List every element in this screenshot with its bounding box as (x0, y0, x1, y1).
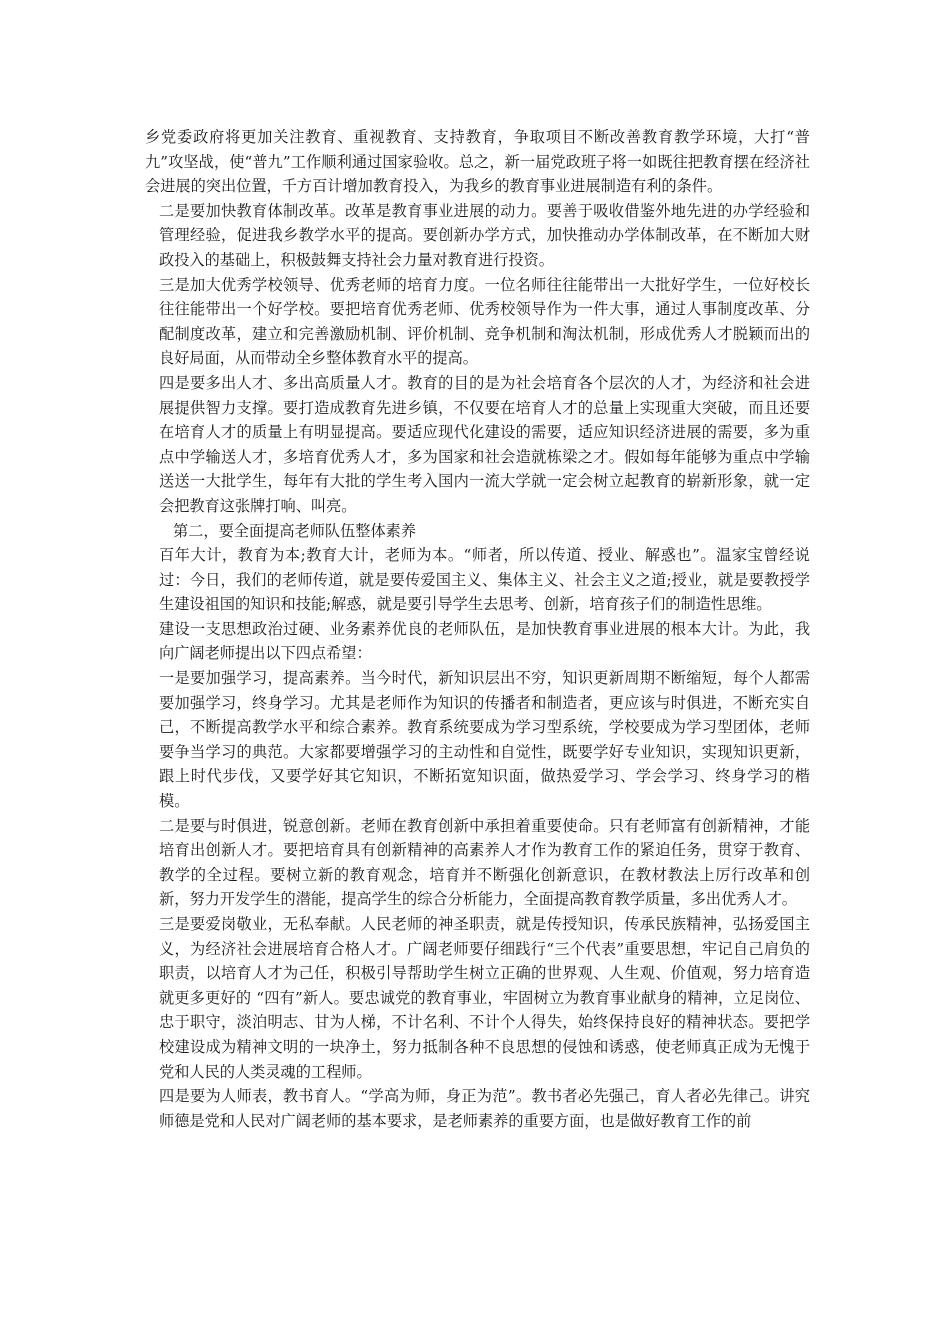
paragraph-intro-continuation: 乡党委政府将更加关注教育、重视教育、支持教育，争取项目不断改善教育教学环境，大打“普九”攻坚战，使“普九”工作顺利通过国家验收。总之，新一届党政班子将一如既往把教育摆在经济社会进展的突出位置，千方百计增加教育投入，为我乡的教育事业进展制造有利的条件。 (145, 128, 810, 196)
paragraph-hope-role-model: 四是要为人师表，教书育人。“学高为师，身正为范”。教书者必先强己，育人者必先律己。讲究师德是党和人民对广阔老师的基本要求，是老师素养的重要方面，也是做好教育工作的前 (159, 1087, 810, 1130)
section-heading: 第二，要全面提高老师队伍整体素养 (173, 521, 416, 540)
paragraph-hope-dedication: 三是要爱岗敬业，无私奉献。人民老师的神圣职责，就是传授知识，传承民族精神，弘扬爱国主义，为经济社会进展培育合格人才。广阔老师要仔细践行“三个代表”重要思想，牢记自己肩负的职责，以培育人才为己任，积极引导帮助学生树立正确的世界观、人生观、价值观，努力培育造就更多更好的 “四有”新人。要忠诚党的教育事业，牢固树立为教育事业献身的精神，立足岗位、忠于职守，淡泊明志、甘为人梯，不计名利、不计个人得失，始终保持良好的精神状态。要把学校建设成为精神文明的一块净土，努力抵制各种不良思想的侵蚀和诱惑，使老师真正成为无愧于党和人民的人类灵魂的工程师。 (159, 915, 810, 1081)
document-body (145, 125, 810, 1133)
paragraph-education-foundation: 百年大计，教育为本;教育大计，老师为本。“师者，所以传道、授业、解惑也”。温家宝曾经说过：今日，我们的老师传道，就是要传爱国主义、集体主义、社会主义之道;授业，就是要教授学生建设祖国的知识和技能;解惑，就是要引导学生去思考、创新，培育孩子们的制造性思维。 (159, 546, 810, 614)
paragraph-hope-innovation: 二是要与时俱进，锐意创新。老师在教育创新中承担着重要使命。只有老师富有创新精神，才能培育出创新人才。要把培育具有创新精神的高素养人才作为教育工作的紧迫任务，贯穿于教育、教学的全过程。要树立新的教育观念，培育并不断强化创新意识，在教材教法上厉行改革和创新，努力开发学生的潜能，提高学生的综合分析能力，全面提高教育教学质量，多出优秀人才。 (159, 816, 810, 909)
paragraph-talent: 四是要多出人才、多出高质量人才。教育的目的是为社会培育各个层次的人才，为经济和社会进展提供智力支撑。要打造成教育先进乡镇，不仅要在培育人才的总量上实现重大突破，而且还要在培育人才的质量上有明显提高。要适应现代化建设的需要，适应知识经济进展的需要，多为重点中学输送人才，多培育优秀人才，多为国家和社会造就栋梁之才。假如每年能够为重点中学输送送一大批学生，每年有大批的学生考入国内一流大学就一定会树立起教育的崭新形象，就一定会把教育这张牌打响、叫亮。 (159, 373, 810, 515)
paragraph-reform: 二是要加快教育体制改革。改革是教育事业进展的动力。要善于吸收借鉴外地先进的办学经验和管理经验，促进我乡教学水平的提高。要创新办学方式，加快推动办学体制改革，在不断加大财政投入的基础上，积极鼓舞支持社会力量对教育进行投资。 (159, 201, 810, 269)
paragraph-teacher-team: 建设一支思想政治过硬、业务素养优良的老师队伍，是加快教育事业进展的根本大计。为此，我向广阔老师提出以下四点希望： (159, 619, 810, 663)
paragraph-hope-learning: 一是要加强学习，提高素养。当今时代，新知识层出不穷，知识更新周期不断缩短，每个人都需要加强学习，终身学习。尤其是老师作为知识的传播者和制造者，更应该与时俱进，不断充实自己，不断提高教学水平和综合素养。教育系统要成为学习型系统，学校要成为学习型团体，老师要争当学习的典范。大家都要增强学习的主动性和自觉性，既要学好专业知识，实现知识更新，跟上时代步伐，又要学好其它知识，不断拓宽知识面，做热爱学习、学会学习、终身学习的楷模。 (159, 669, 810, 811)
paragraph-excellent-teachers: 三是加大优秀学校领导、优秀老师的培育力度。一位名师往往能带出一大批好学生，一位好校长往往能带出一个好学校。要把培育优秀老师、优秀校领导作为一件大事，通过人事制度改革、分配制度改革，建立和完善激励机制、评价机制、竞争机制和淘汰机制，形成优秀人才脱颖而出的良好局面，从而带动全乡整体教育水平的提高。 (159, 275, 810, 368)
